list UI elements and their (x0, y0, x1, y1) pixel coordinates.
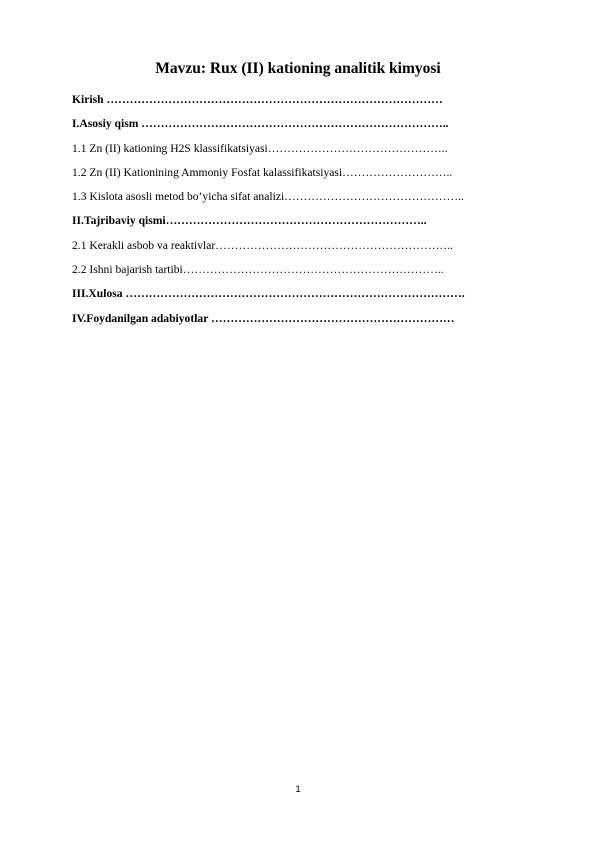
page-number: 1 (295, 784, 301, 795)
toc-entry-2-1: 2.1 Kerakli asbob va reaktivlar…………………………………………………….. (72, 238, 453, 252)
document-title: Mavzu: Rux (II) kationing analitik kimyosi (155, 60, 441, 77)
toc-entry-xulosa: III.Xulosa ……………………………………………………………………………. (72, 287, 465, 301)
table-of-contents (72, 88, 562, 331)
toc-entry-tajribaviy-qismi: II.Tajribaviy qismi………………………………………………………….. (72, 214, 427, 228)
toc-entry-1-1: 1.1 Zn (II) kationing H2S klassifikatsiyasi……………………………………….. (72, 141, 448, 155)
toc-entry-1-2: 1.2 Zn (II) Kationining Ammoniy Fosfat kalassifikatsiyasi……………………….. (72, 165, 453, 179)
toc-entry-kirish: Kirish …………………………………………………………………………… (72, 93, 443, 106)
toc-entry-foydalanilgan-adabiyotlar: IV.Foydanilgan adabiyotlar ……………………………………………………… (72, 311, 455, 325)
toc-entry-2-2: 2.2 Ishni bajarish tartibi………………………………………………………….. (72, 263, 444, 277)
toc-entry-1-3: 1.3 Kislota asosli metod bo’yicha sifat analizi……………………………………….. (72, 190, 464, 204)
toc-entry-asosiy-qism: I.Asosiy qism …………………………………………………………………….. (72, 117, 449, 131)
